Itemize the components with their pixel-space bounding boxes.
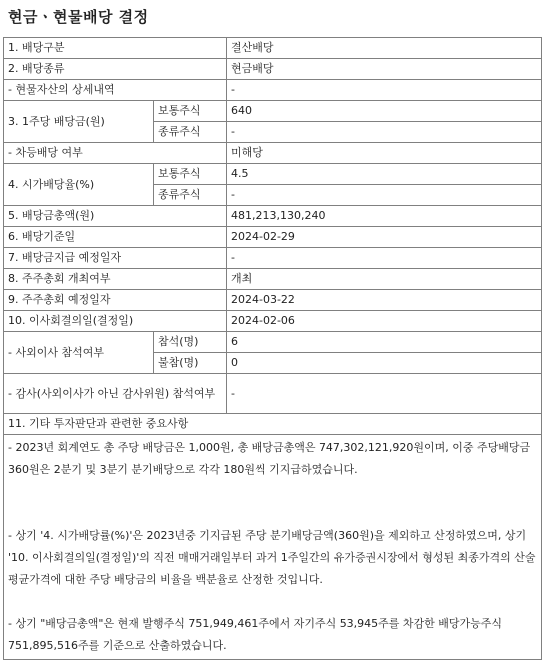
row-value: 결산배당 bbox=[227, 38, 542, 59]
table-row bbox=[4, 227, 542, 248]
row-label: - 사외이사 참석여부 bbox=[4, 332, 154, 374]
row-value: - bbox=[227, 248, 542, 269]
table-row bbox=[4, 374, 542, 414]
table-row bbox=[4, 248, 542, 269]
row-sublabel: 종류주식 bbox=[154, 185, 227, 206]
table-row bbox=[4, 164, 542, 185]
row-value: 개최 bbox=[227, 269, 542, 290]
row-value: 2024-03-22 bbox=[227, 290, 542, 311]
row-sublabel: 보통주식 bbox=[154, 101, 227, 122]
row-label: 7. 배당금지급 예정일자 bbox=[4, 248, 227, 269]
row-label: - 감사(사외이사가 아닌 감사위원) 참석여부 bbox=[4, 374, 227, 414]
dividend-table bbox=[3, 37, 542, 660]
row-label: 4. 시가배당율(%) bbox=[4, 164, 154, 206]
row-value: 0 bbox=[227, 353, 542, 374]
page-title: 현금ㆍ현물배당 결정 bbox=[8, 8, 149, 26]
row-label: 11. 기타 투자판단과 관련한 중요사항 bbox=[4, 414, 542, 435]
table-row bbox=[4, 206, 542, 227]
row-value: 6 bbox=[227, 332, 542, 353]
row-value: 481,213,130,240 bbox=[227, 206, 542, 227]
notes-cell bbox=[4, 435, 542, 660]
row-value: 현금배당 bbox=[227, 59, 542, 80]
table-row bbox=[4, 269, 542, 290]
row-label: 8. 주주총회 개최여부 bbox=[4, 269, 227, 290]
row-value: 미해당 bbox=[227, 143, 542, 164]
row-sublabel: 참석(명) bbox=[154, 332, 227, 353]
row-value: - bbox=[227, 374, 542, 414]
row-label: - 현물자산의 상세내역 bbox=[4, 80, 227, 101]
row-value: 2024-02-29 bbox=[227, 227, 542, 248]
row-value: 4.5 bbox=[227, 164, 542, 185]
row-value: 2024-02-06 bbox=[227, 311, 542, 332]
table-row bbox=[4, 101, 542, 122]
table-row bbox=[4, 311, 542, 332]
row-label: 3. 1주당 배당금(원) bbox=[4, 101, 154, 143]
table-row bbox=[4, 80, 542, 101]
row-value: 640 bbox=[227, 101, 542, 122]
table-row bbox=[4, 414, 542, 435]
note-paragraph: - 상기 '4. 시가배당률(%)'은 2023년중 기지급된 주당 분기배당금액(360원)을 제외하고 산정하였으며, 상기 '10. 이사회결의일(결정일)'의 직전 매매거래일부터 과거 1주일간의 유가증권시장에서 형성된 최종가격의 산술평균가격에 대한 주당 배당금의 비율을 백분율로 산정한 것입니다. bbox=[8, 529, 536, 586]
row-label: 2. 배당종류 bbox=[4, 59, 227, 80]
row-label: 5. 배당금총액(원) bbox=[4, 206, 227, 227]
row-label: - 차등배당 여부 bbox=[4, 143, 227, 164]
row-sublabel: 불참(명) bbox=[154, 353, 227, 374]
table-row bbox=[4, 38, 542, 59]
row-value: - bbox=[227, 80, 542, 101]
table-row bbox=[4, 290, 542, 311]
row-value: - bbox=[227, 122, 542, 143]
row-sublabel: 보통주식 bbox=[154, 164, 227, 185]
row-label: 1. 배당구분 bbox=[4, 38, 227, 59]
note-paragraph: - 상기 "배당금총액"은 현재 발행주식 751,949,461주에서 자기주식 53,945주를 차감한 배당가능주식 751,895,516주를 기준으로 산출하였습니다. bbox=[8, 617, 503, 652]
row-sublabel: 종류주식 bbox=[154, 122, 227, 143]
row-value: - bbox=[227, 185, 542, 206]
table-row bbox=[4, 59, 542, 80]
row-label: 9. 주주총회 예정일자 bbox=[4, 290, 227, 311]
table-row bbox=[4, 435, 542, 660]
row-label: 10. 이사회결의일(결정일) bbox=[4, 311, 227, 332]
note-paragraph: - 2023년 회계연도 총 주당 배당금은 1,000원, 총 배당금총액은 747,302,121,920원이며, 이중 주당배당금 360원은 2분기 및 3분기 분기배당으로 각각 180원씩 기지급하였습니다. bbox=[8, 441, 531, 476]
row-label: 6. 배당기준일 bbox=[4, 227, 227, 248]
table-row bbox=[4, 332, 542, 353]
table-row bbox=[4, 143, 542, 164]
